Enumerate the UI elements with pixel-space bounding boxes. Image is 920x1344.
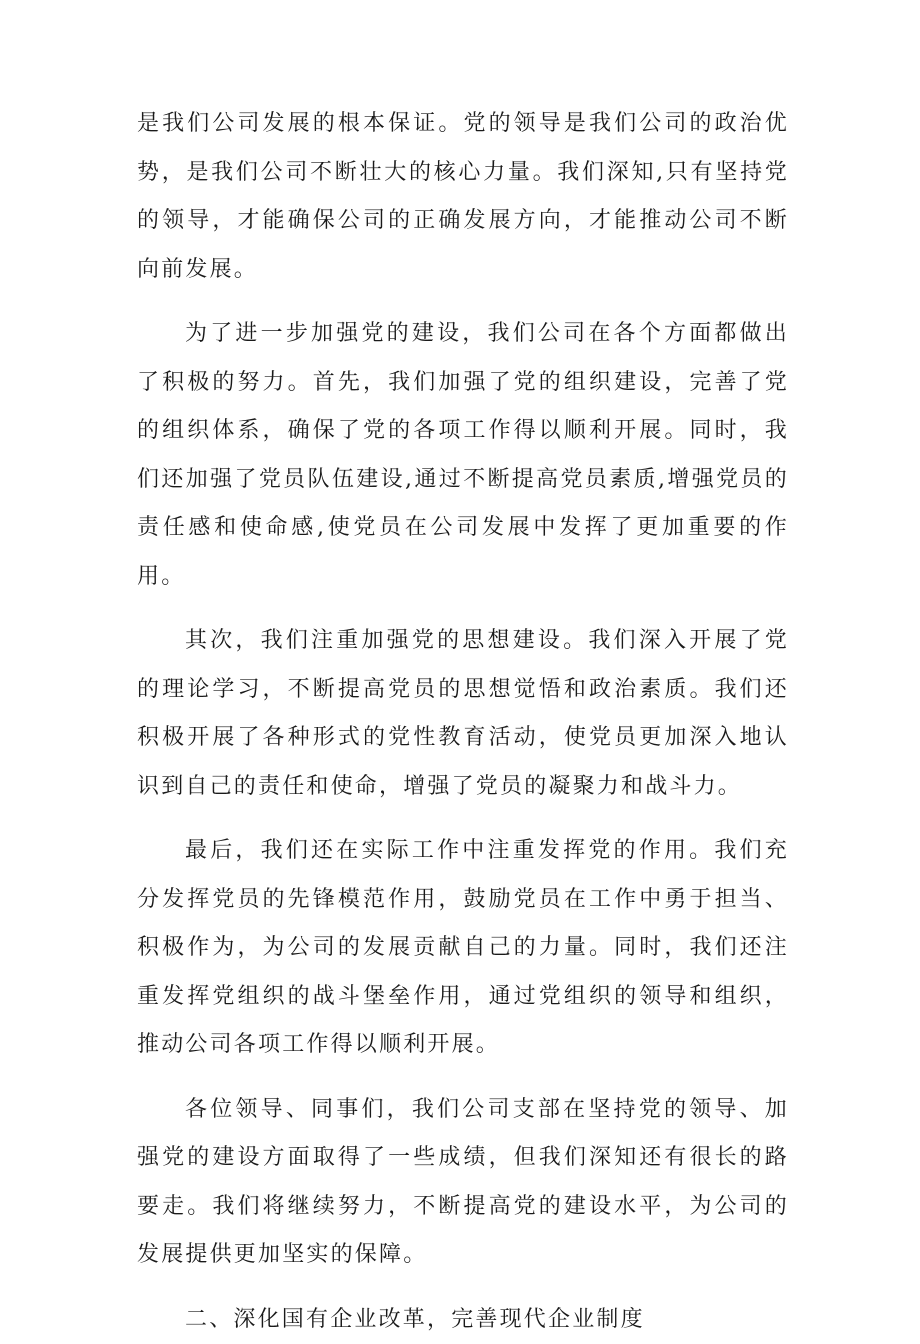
paragraph-practical-work: 最后，我们还在实际工作中注重发挥党的作用。我们充分发挥党员的先锋模范作用，鼓励党员在工作中勇于担当、积极作为，为公司的发展贡献自己的力量。同时，我们还注重发挥党组织的战斗堡垒作用，通过党组织的领导和组织，推动公司各项工作得以顺利开展。 bbox=[137, 827, 789, 1070]
paragraph-closing: 各位领导、同事们，我们公司支部在坚持党的领导、加强党的建设方面取得了一些成绩，但我们深知还有很长的路要走。我们将继续努力，不断提高党的建设水平，为公司的发展提供更加坚实的保障。 bbox=[137, 1086, 789, 1280]
paragraph-continuation: 是我们公司发展的根本保证。党的领导是我们公司的政治优势，是我们公司不断壮大的核心力量。我们深知,只有坚持党的领导，才能确保公司的正确发展方向，才能推动公司不断向前发展。 bbox=[137, 100, 789, 294]
section-heading: 二、深化国有企业改革，完善现代企业制度 bbox=[137, 1296, 789, 1344]
paragraph-party-building: 为了进一步加强党的建设，我们公司在各个方面都做出了积极的努力。首先，我们加强了党的组织建设，完善了党的组织体系，确保了党的各项工作得以顺利开展。同时，我们还加强了党员队伍建设,通过不断提高党员素质,增强党员的责任感和使命感,使党员在公司发展中发挥了更加重要的作用。 bbox=[137, 310, 789, 601]
paragraph-ideological-building: 其次，我们注重加强党的思想建设。我们深入开展了党的理论学习，不断提高党员的思想觉悟和政治素质。我们还积极开展了各种形式的党性教育活动，使党员更加深入地认识到自己的责任和使命，增强了党员的凝聚力和战斗力。 bbox=[137, 617, 789, 811]
document-body bbox=[137, 100, 789, 1344]
